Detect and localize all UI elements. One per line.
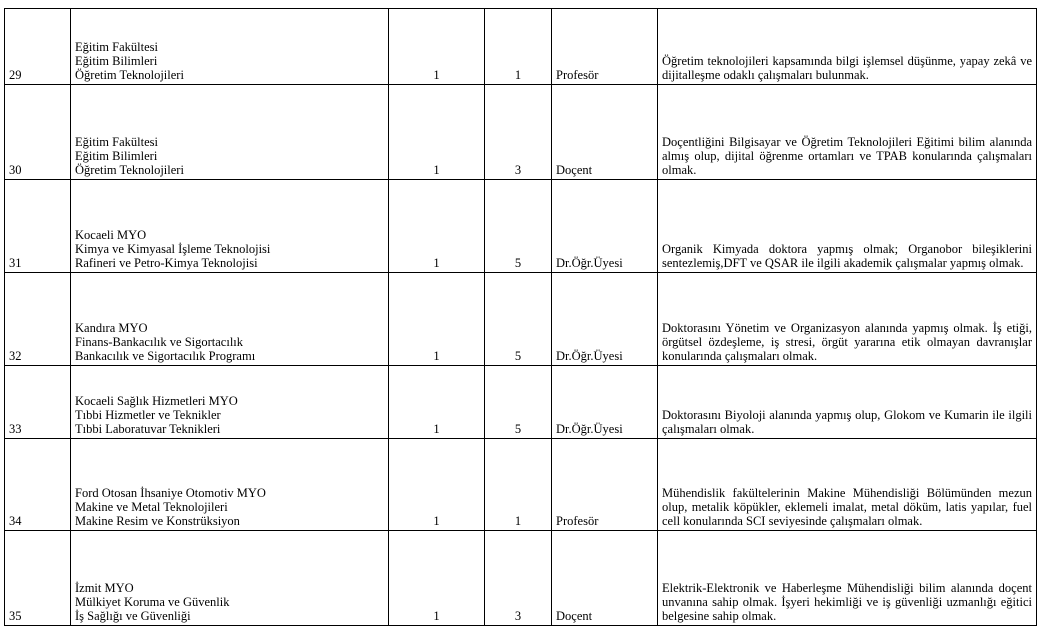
faculty-name: Eğitim Fakültesi	[75, 135, 158, 149]
department-name: Eğitim Bilimleri	[75, 54, 158, 68]
quota-b: 3	[485, 85, 552, 180]
faculty-name: Ford Otosan İhsaniye Otomotiv MYO	[75, 486, 266, 500]
positions-table	[4, 8, 1037, 626]
quota-a: 1	[389, 366, 485, 439]
unit-cell	[71, 273, 389, 366]
requirement-text: Doktorasını Biyoloji alanında yapmış olup, Glokom ve Kumarin ile ilgili çalışmaları olmak.	[658, 366, 1037, 439]
academic-title: Profesör	[552, 439, 658, 531]
academic-title: Dr.Öğr.Üyesi	[552, 366, 658, 439]
row-number: 29	[5, 9, 71, 85]
faculty-name: İzmit MYO	[75, 581, 134, 595]
academic-title: Doçent	[552, 531, 658, 626]
program-name: İş Sağlığı ve Güvenliği	[75, 609, 191, 623]
quota-b: 1	[485, 9, 552, 85]
requirement-text: Doçentliğini Bilgisayar ve Öğretim Teknolojileri Eğitimi bilim alanında almış olup, dijital öğrenme ortamları ve TPAB konularında çalışmaları olmak.	[658, 85, 1037, 180]
row-number: 32	[5, 273, 71, 366]
academic-title: Profesör	[552, 9, 658, 85]
quota-b: 5	[485, 273, 552, 366]
faculty-name: Eğitim Fakültesi	[75, 40, 158, 54]
quota-a: 1	[389, 273, 485, 366]
table-row	[5, 273, 1037, 366]
row-number: 31	[5, 180, 71, 273]
program-name: Bankacılık ve Sigortacılık Programı	[75, 349, 256, 363]
department-name: Makine ve Metal Teknolojileri	[75, 500, 228, 514]
program-name: Rafineri ve Petro-Kimya Teknolojisi	[75, 256, 258, 270]
requirement-text: Organik Kimyada doktora yapmış olmak; Organobor bileşiklerini sentezlemiş,DFT ve QSAR ile ilgili akademik çalışmalar yapmış olmak.	[658, 180, 1037, 273]
unit-cell	[71, 531, 389, 626]
unit-cell	[71, 439, 389, 531]
program-name: Öğretim Teknolojileri	[75, 68, 184, 82]
quota-a: 1	[389, 531, 485, 626]
row-number: 30	[5, 85, 71, 180]
unit-cell	[71, 85, 389, 180]
quota-a: 1	[389, 85, 485, 180]
quota-b: 1	[485, 439, 552, 531]
quota-a: 1	[389, 180, 485, 273]
program-name: Makine Resim ve Konstrüksiyon	[75, 514, 240, 528]
requirement-text: Öğretim teknolojileri kapsamında bilgi işlemsel düşünme, yapay zekâ ve dijitalleşme odaklı çalışmaları bulunmak.	[658, 9, 1037, 85]
department-name: Mülkiyet Koruma ve Güvenlik	[75, 595, 230, 609]
academic-title: Doçent	[552, 85, 658, 180]
requirement-text: Mühendislik fakültelerinin Makine Mühendisliği Bölümünden mezun olup, metalik köpükler, eklemeli imalat, metal döküm, latis yapılar, fuel cell konularında SCI seviyesinde çalışmaları olmak.	[658, 439, 1037, 531]
faculty-name: Kocaeli MYO	[75, 228, 147, 242]
academic-title: Dr.Öğr.Üyesi	[552, 273, 658, 366]
faculty-name: Kandıra MYO	[75, 321, 148, 335]
program-name: Öğretim Teknolojileri	[75, 163, 184, 177]
table-row	[5, 439, 1037, 531]
unit-cell	[71, 366, 389, 439]
requirement-text: Elektrik-Elektronik ve Haberleşme Mühendisliği bilim alanında doçent unvanına sahip olmak. İşyeri hekimliği ve iş güvenliği uzmanlığı eğitici belgesine sahip olmak.	[658, 531, 1037, 626]
department-name: Tıbbi Hizmetler ve Teknikler	[75, 408, 221, 422]
quota-a: 1	[389, 9, 485, 85]
row-number: 34	[5, 439, 71, 531]
table-row	[5, 9, 1037, 85]
academic-title: Dr.Öğr.Üyesi	[552, 180, 658, 273]
row-number: 33	[5, 366, 71, 439]
unit-cell	[71, 9, 389, 85]
department-name: Kimya ve Kimyasal İşleme Teknolojisi	[75, 242, 271, 256]
unit-cell	[71, 180, 389, 273]
table-row	[5, 180, 1037, 273]
table-row	[5, 85, 1037, 180]
quota-a: 1	[389, 439, 485, 531]
table-row	[5, 366, 1037, 439]
quota-b: 5	[485, 180, 552, 273]
faculty-name: Kocaeli Sağlık Hizmetleri MYO	[75, 394, 238, 408]
program-name: Tıbbi Laboratuvar Teknikleri	[75, 422, 221, 436]
department-name: Eğitim Bilimleri	[75, 149, 158, 163]
table-row	[5, 531, 1037, 626]
quota-b: 5	[485, 366, 552, 439]
quota-b: 3	[485, 531, 552, 626]
row-number: 35	[5, 531, 71, 626]
department-name: Finans-Bankacılık ve Sigortacılık	[75, 335, 244, 349]
requirement-text: Doktorasını Yönetim ve Organizasyon alanında yapmış olmak. İş etiği, örgütsel özdeşleme, iş stresi, örgüt yararına etik olmayan davranışlar konularında çalışmaları olmak.	[658, 273, 1037, 366]
